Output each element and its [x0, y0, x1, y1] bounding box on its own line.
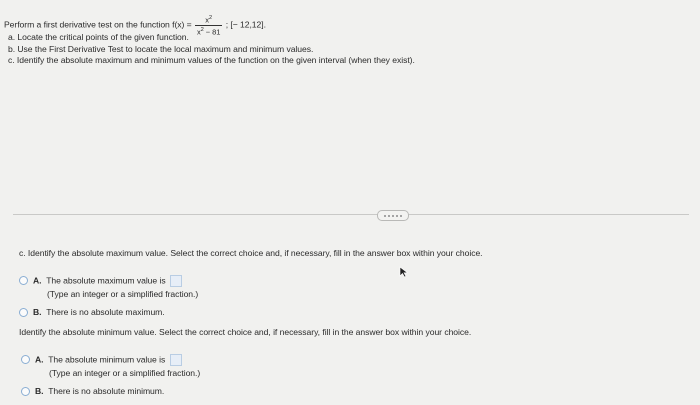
dot-icon [396, 215, 398, 217]
min-option-b-label[interactable] [35, 386, 164, 396]
min-question-prompt: Identify the absolute minimum value. Select the correct choice and, if necessary, fill in the answer box within your choice. [19, 327, 472, 337]
function-fraction [195, 14, 222, 36]
option-letter: A. [35, 354, 44, 365]
dot-icon [392, 215, 394, 217]
min-answer-hint: (Type an integer or a simplified fraction.) [49, 368, 201, 378]
option-text: There is no absolute minimum. [48, 386, 165, 396]
option-letter: A. [33, 275, 42, 286]
min-option-b-radio[interactable] [21, 387, 30, 396]
section-divider [13, 214, 689, 215]
max-option-b-label[interactable] [33, 307, 165, 317]
max-option-a-label[interactable] [33, 275, 182, 287]
task-c: c. Identify the absolute maximum and minimum values of the function on the given interval (when they exist). [8, 55, 415, 65]
dot-icon [384, 215, 386, 217]
max-answer-box[interactable] [170, 275, 182, 287]
min-option-a-label[interactable] [35, 354, 182, 366]
dot-icon [400, 215, 402, 217]
option-letter: B. [35, 386, 44, 396]
option-letter: B. [33, 307, 42, 317]
problem-intro: Perform a first derivative test on the function f(x) = [4, 19, 192, 30]
max-answer-hint: (Type an integer or a simplified fraction.) [47, 289, 199, 299]
dot-icon [388, 215, 390, 217]
max-option-b-radio[interactable] [19, 308, 28, 317]
task-a: a. Locate the critical points of the given function. [8, 32, 189, 42]
expand-pill-button[interactable] [377, 210, 409, 221]
problem-interval: ; [− 12,12]. [225, 19, 266, 30]
max-option-a-radio[interactable] [19, 276, 28, 285]
min-answer-box[interactable] [170, 354, 182, 366]
max-question-prompt: c. Identify the absolute maximum value. Select the correct choice and, if necessary, fill in the answer box within your choice. [19, 248, 483, 258]
task-b: b. Use the First Derivative Test to locate the local maximum and minimum values. [8, 44, 314, 54]
fraction-numerator: $x^2$ [205, 15, 213, 25]
min-option-a-radio[interactable] [21, 355, 30, 364]
option-text: The absolute minimum value is [48, 354, 166, 365]
fraction-denominator: $x^2 - 81$ [196, 26, 221, 36]
option-text: There is no absolute maximum. [46, 307, 165, 317]
mouse-cursor-icon [399, 266, 409, 278]
option-text: The absolute maximum value is [46, 275, 166, 286]
